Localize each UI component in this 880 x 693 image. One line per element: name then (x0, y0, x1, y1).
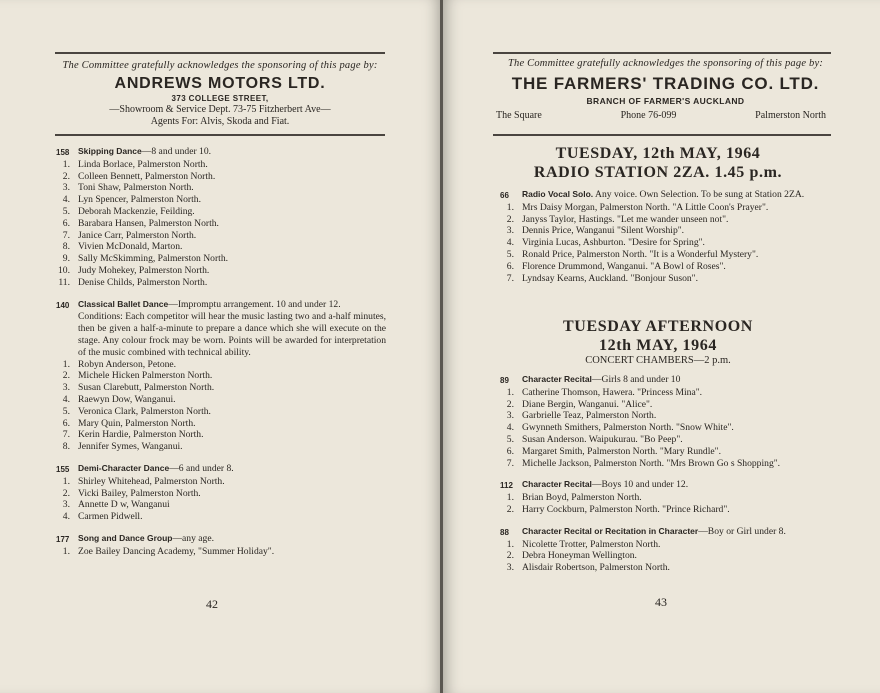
entry-row (500, 446, 830, 458)
event-number: 177 (56, 534, 70, 544)
event-name: Classical Ballet Dance (78, 298, 169, 309)
event-header (500, 526, 830, 539)
entry-name: Barabara Hansen, Palmerston North. (78, 217, 219, 229)
day-heading: TUESDAY, 12th MAY, 1964 (555, 145, 761, 162)
event-block (56, 146, 386, 289)
entry-number: 5. (62, 205, 70, 217)
entry-name: Lyn Spencer, Palmerston North. (78, 194, 201, 206)
entry-name: Toni Shaw, Palmerston North. (78, 182, 194, 194)
sponsor-location-row (496, 110, 826, 121)
entry-row (500, 202, 830, 214)
entry-number: 9. (62, 253, 70, 265)
entry-row (56, 230, 386, 242)
entry-number: 4. (506, 422, 514, 434)
event-header (56, 146, 386, 159)
entry-row (56, 265, 386, 277)
entry-name: Linda Borlace, Palmerston North. (78, 158, 208, 170)
event-title (522, 374, 830, 387)
entry-number: 1. (506, 538, 514, 550)
sponsor-name: ANDREWS MOTORS LTD. (114, 75, 326, 92)
event-block (56, 533, 386, 558)
entry-name: Judy Mohekey, Palmerston North. (78, 264, 210, 276)
entry-name: Nicolette Trotter, Palmerston North. (522, 538, 661, 550)
entry-row (500, 492, 830, 504)
entry-number: 6. (506, 260, 514, 272)
event-number: 112 (500, 481, 513, 491)
entry-number: 2. (506, 398, 514, 410)
event-number: 158 (56, 148, 70, 157)
entry-number: 3. (506, 410, 514, 422)
event-number: 89 (500, 376, 509, 385)
entry-name: Veronica Clark, Palmerston North. (78, 405, 211, 417)
afternoon-event-list (500, 374, 830, 574)
entry-number: 8. (62, 241, 70, 253)
event-title (522, 189, 830, 202)
entry-name: Ronald Price, Palmerston North. "It is a Wonderful Mystery". (522, 248, 759, 260)
entry-number: 5. (506, 433, 514, 445)
top-rule (55, 52, 385, 54)
event-description: —Girls 8 and under 10 (591, 374, 681, 385)
entry-row (500, 550, 830, 562)
entry-number: 6. (506, 445, 514, 457)
entry-row (56, 171, 386, 183)
page-number: 42 (206, 597, 218, 611)
entry-row (56, 418, 386, 430)
entry-number: 1. (506, 201, 514, 213)
entry-number: 2. (62, 370, 70, 382)
entry-row (500, 214, 830, 226)
entry-number: 4. (62, 393, 70, 405)
sponsor-name: THE FARMERS' TRADING CO. LTD. (511, 74, 820, 93)
afternoon-date: 12th MAY, 1964 (599, 337, 717, 354)
event-title (522, 479, 830, 492)
sponsor-showroom: —Showroom & Service Dept. 73-75 Fitzherbert Ave— (109, 104, 331, 115)
entry-name: Dennis Price, Wanganui "Silent Worship". (522, 225, 685, 237)
entry-number: 1. (62, 358, 70, 370)
event-header (500, 189, 830, 202)
entry-row (56, 218, 386, 230)
page-number: 43 (655, 595, 667, 609)
entry-name: Michele Hicken Palmerston North. (78, 370, 213, 382)
entry-name: Florence Drummond, Wanganui. "A Bowl of Roses". (522, 260, 726, 272)
entry-name: Susan Anderson. Waipukurau. "Bo Peep". (522, 433, 683, 445)
entry-row (56, 206, 386, 218)
entry-row (500, 422, 830, 434)
sponsor-phone: Phone 76-099 (620, 110, 677, 121)
entry-row (500, 504, 830, 516)
entry-number: 6. (62, 217, 70, 229)
entry-row (500, 237, 830, 249)
entry-row (500, 261, 830, 273)
entry-name: Margaret Smith, Palmerston North. "Mary Rundle". (522, 445, 721, 457)
entry-row (56, 499, 386, 511)
entry-number: 4. (62, 511, 70, 523)
event-name: Character Recital or Recitation in Character (522, 525, 699, 536)
event-block (56, 299, 386, 453)
entry-row (56, 406, 386, 418)
entry-row (56, 429, 386, 441)
entry-number: 2. (62, 170, 70, 182)
header-rule (55, 134, 385, 136)
entry-row (56, 241, 386, 253)
event-name: Skipping Dance (78, 146, 142, 156)
entry-name: Colleen Bennett, Palmerston North. (78, 170, 216, 182)
header-rule (493, 134, 831, 136)
entry-name: Lyndsay Kearns, Auckland. "Bonjour Suson". (522, 272, 698, 284)
entry-number: 7. (506, 272, 514, 284)
entry-row (56, 359, 386, 371)
sponsor-address: 373 COLLEGE STREET, (171, 94, 269, 103)
event-description: —6 and under 8. (169, 462, 234, 474)
entry-row (500, 249, 830, 261)
entry-row (500, 458, 830, 470)
entry-row (56, 370, 386, 382)
entry-row (500, 434, 830, 446)
entry-number: 2. (506, 550, 514, 562)
entry-name: Garbrielle Teaz, Palmerston North. (522, 410, 657, 422)
venue-heading: CONCERT CHAMBERS—2 p.m. (585, 355, 731, 366)
entry-name: Harry Cockburn, Palmerston North. "Prince Richard". (522, 503, 730, 515)
entry-row (56, 476, 386, 488)
event-header (500, 479, 830, 492)
entry-number: 5. (506, 248, 514, 260)
sponsor-city: Palmerston North (755, 110, 826, 121)
entry-row (500, 539, 830, 551)
entry-row (56, 382, 386, 394)
entry-name: Catherine Thomson, Hawera. "Princess Mina". (522, 386, 703, 398)
event-title (522, 526, 830, 539)
entry-row (500, 225, 830, 237)
entry-name: Vicki Bailey, Palmerston North. (78, 487, 201, 499)
entry-name: Robyn Anderson, Petone. (78, 358, 177, 370)
sponsor-location: The Square (496, 110, 542, 121)
entry-name: Shirley Whitehead, Palmerston North. (78, 475, 225, 487)
event-title (78, 533, 386, 546)
entry-name: Janice Carr, Palmerston North. (78, 229, 197, 241)
entry-name: Debra Honeyman Wellington. (522, 550, 637, 562)
event-description: —Impromptu arrangement. 10 and under 12. (168, 298, 341, 310)
entry-name: Alisdair Robertson, Palmerston North. (522, 562, 670, 574)
right-page (443, 0, 880, 693)
event-name: Character Recital (522, 479, 592, 490)
event-name: Song and Dance Group (78, 532, 173, 543)
entry-name: Mary Quin, Palmerston North. (78, 417, 196, 429)
entry-name: Mrs Daisy Morgan, Palmerston North. "A Little Coon's Prayer". (522, 201, 769, 213)
event-title (78, 299, 386, 312)
entry-number: 6. (62, 417, 70, 429)
entry-name: Diane Bergin, Wanganui. "Alice". (522, 398, 653, 410)
event-header (56, 299, 386, 312)
entry-name: Raewyn Dow, Wanganui. (78, 393, 176, 405)
entry-name: Virginia Lucas, Ashburton. "Desire for Spring". (522, 237, 705, 249)
afternoon-heading: TUESDAY AFTERNOON (563, 318, 753, 335)
entry-number: 1. (506, 492, 514, 504)
entry-number: 7. (506, 457, 514, 469)
entry-row (500, 410, 830, 422)
entry-name: Zoe Bailey Dancing Academy, "Summer Holiday". (78, 545, 275, 557)
entry-row (500, 562, 830, 574)
entry-name: Jennifer Symes, Wanganui. (78, 441, 183, 453)
entry-number: 3. (62, 182, 70, 194)
entry-row (56, 488, 386, 500)
event-number: 155 (56, 464, 70, 474)
entry-name: Janyss Taylor, Hastings. "Let me wander unseen not". (522, 213, 729, 225)
event-title (78, 463, 386, 476)
entry-name: Brian Boyd, Palmerston North. (522, 492, 642, 504)
entry-number: 1. (506, 386, 514, 398)
entry-row (56, 159, 386, 171)
event-description: —Boys 10 and under 12. (591, 479, 689, 491)
entry-name: Susan Clarebutt, Palmerston North. (78, 382, 215, 394)
entry-number: 7. (62, 229, 70, 241)
entry-row (56, 394, 386, 406)
entry-number: 3. (62, 382, 70, 394)
entry-name: Vivien McDonald, Marton. (78, 241, 183, 253)
left-event-list (56, 146, 386, 558)
entry-number: 7. (62, 429, 70, 441)
entry-row (56, 546, 386, 558)
entry-number: 3. (506, 562, 514, 574)
event-number: 140 (56, 300, 70, 310)
event-header (56, 533, 386, 546)
event-name: Radio Vocal Solo. (522, 189, 594, 199)
event-description: —8 and under 10. (141, 146, 212, 157)
event-title (78, 146, 386, 159)
event-header (500, 374, 830, 387)
event-block (56, 463, 386, 523)
sponsor-ack: The Committee gratefully acknowledges the sponsoring of this page by: (507, 58, 824, 69)
entry-name: Deborah Mackenzie, Feilding. (78, 205, 195, 217)
entry-number: 4. (62, 194, 70, 206)
entry-name: Carmen Pidwell. (78, 511, 143, 523)
event-name: Character Recital (522, 374, 592, 384)
entry-number: 5. (62, 405, 70, 417)
event-block (500, 374, 830, 469)
sponsor-branch: BRANCH OF FARMER'S AUCKLAND (586, 96, 745, 106)
entry-row (56, 441, 386, 453)
entry-row (56, 511, 386, 523)
entry-number: 1. (62, 158, 70, 170)
event-block (500, 526, 830, 574)
event-conditions: Conditions: Each competitor will hear the music lasting two and a-half minutes, then be given a half-a-minute to prepare a dance which she will execute on the stage. Any colour frock may be worn. Points will be awarded for interpretation of the music combined with technical ability. (78, 311, 386, 358)
entry-number: 1. (62, 545, 70, 557)
entry-number: 11. (58, 276, 70, 288)
entry-number: 2. (506, 503, 514, 515)
entry-name: Kerin Hardie, Palmerston North. (78, 429, 204, 441)
entry-name: Michelle Jackson, Palmerston North. "Mrs Brown Go s Shopping". (522, 457, 781, 469)
entry-number: 2. (62, 487, 70, 499)
entry-number: 4. (506, 237, 514, 249)
session-heading: RADIO STATION 2ZA. 1.45 p.m. (533, 164, 783, 181)
entry-number: 3. (62, 499, 70, 511)
entry-number: 8. (62, 441, 70, 453)
event-block (500, 189, 830, 284)
entry-row (56, 194, 386, 206)
entry-number: 1. (62, 475, 70, 487)
sponsor-agents: Agents For: Alvis, Skoda and Fiat. (150, 116, 290, 127)
entry-row (500, 387, 830, 399)
event-header (56, 463, 386, 476)
entry-row (56, 182, 386, 194)
entry-name: Sally McSkimming, Palmerston North. (78, 253, 229, 265)
event-block (500, 479, 830, 515)
event-number: 66 (500, 191, 509, 200)
entry-number: 10. (58, 264, 70, 276)
event-number: 88 (500, 527, 509, 537)
entry-number: 3. (506, 225, 514, 237)
event-name: Demi-Character Dance (78, 462, 170, 473)
entry-number: 2. (506, 213, 514, 225)
entry-name: Annette D w, Wanganui (78, 499, 170, 511)
event-description: —any age. (172, 532, 215, 544)
entry-row (500, 273, 830, 285)
entry-name: Gwynneth Smithers, Palmerston North. "Snow White". (522, 422, 734, 434)
event-description: Any voice. Own Selection. To be sung at Station 2ZA. (593, 189, 805, 200)
top-rule (493, 52, 831, 54)
radio-event-list (500, 189, 830, 284)
entry-row (56, 277, 386, 289)
entry-row (56, 253, 386, 265)
entry-row (500, 399, 830, 411)
sponsor-ack: The Committee gratefully acknowledges the sponsoring of this page by: (62, 60, 378, 71)
event-description: —Boy or Girl under 8. (698, 525, 786, 537)
entry-name: Denise Childs, Palmerston North. (78, 276, 208, 288)
